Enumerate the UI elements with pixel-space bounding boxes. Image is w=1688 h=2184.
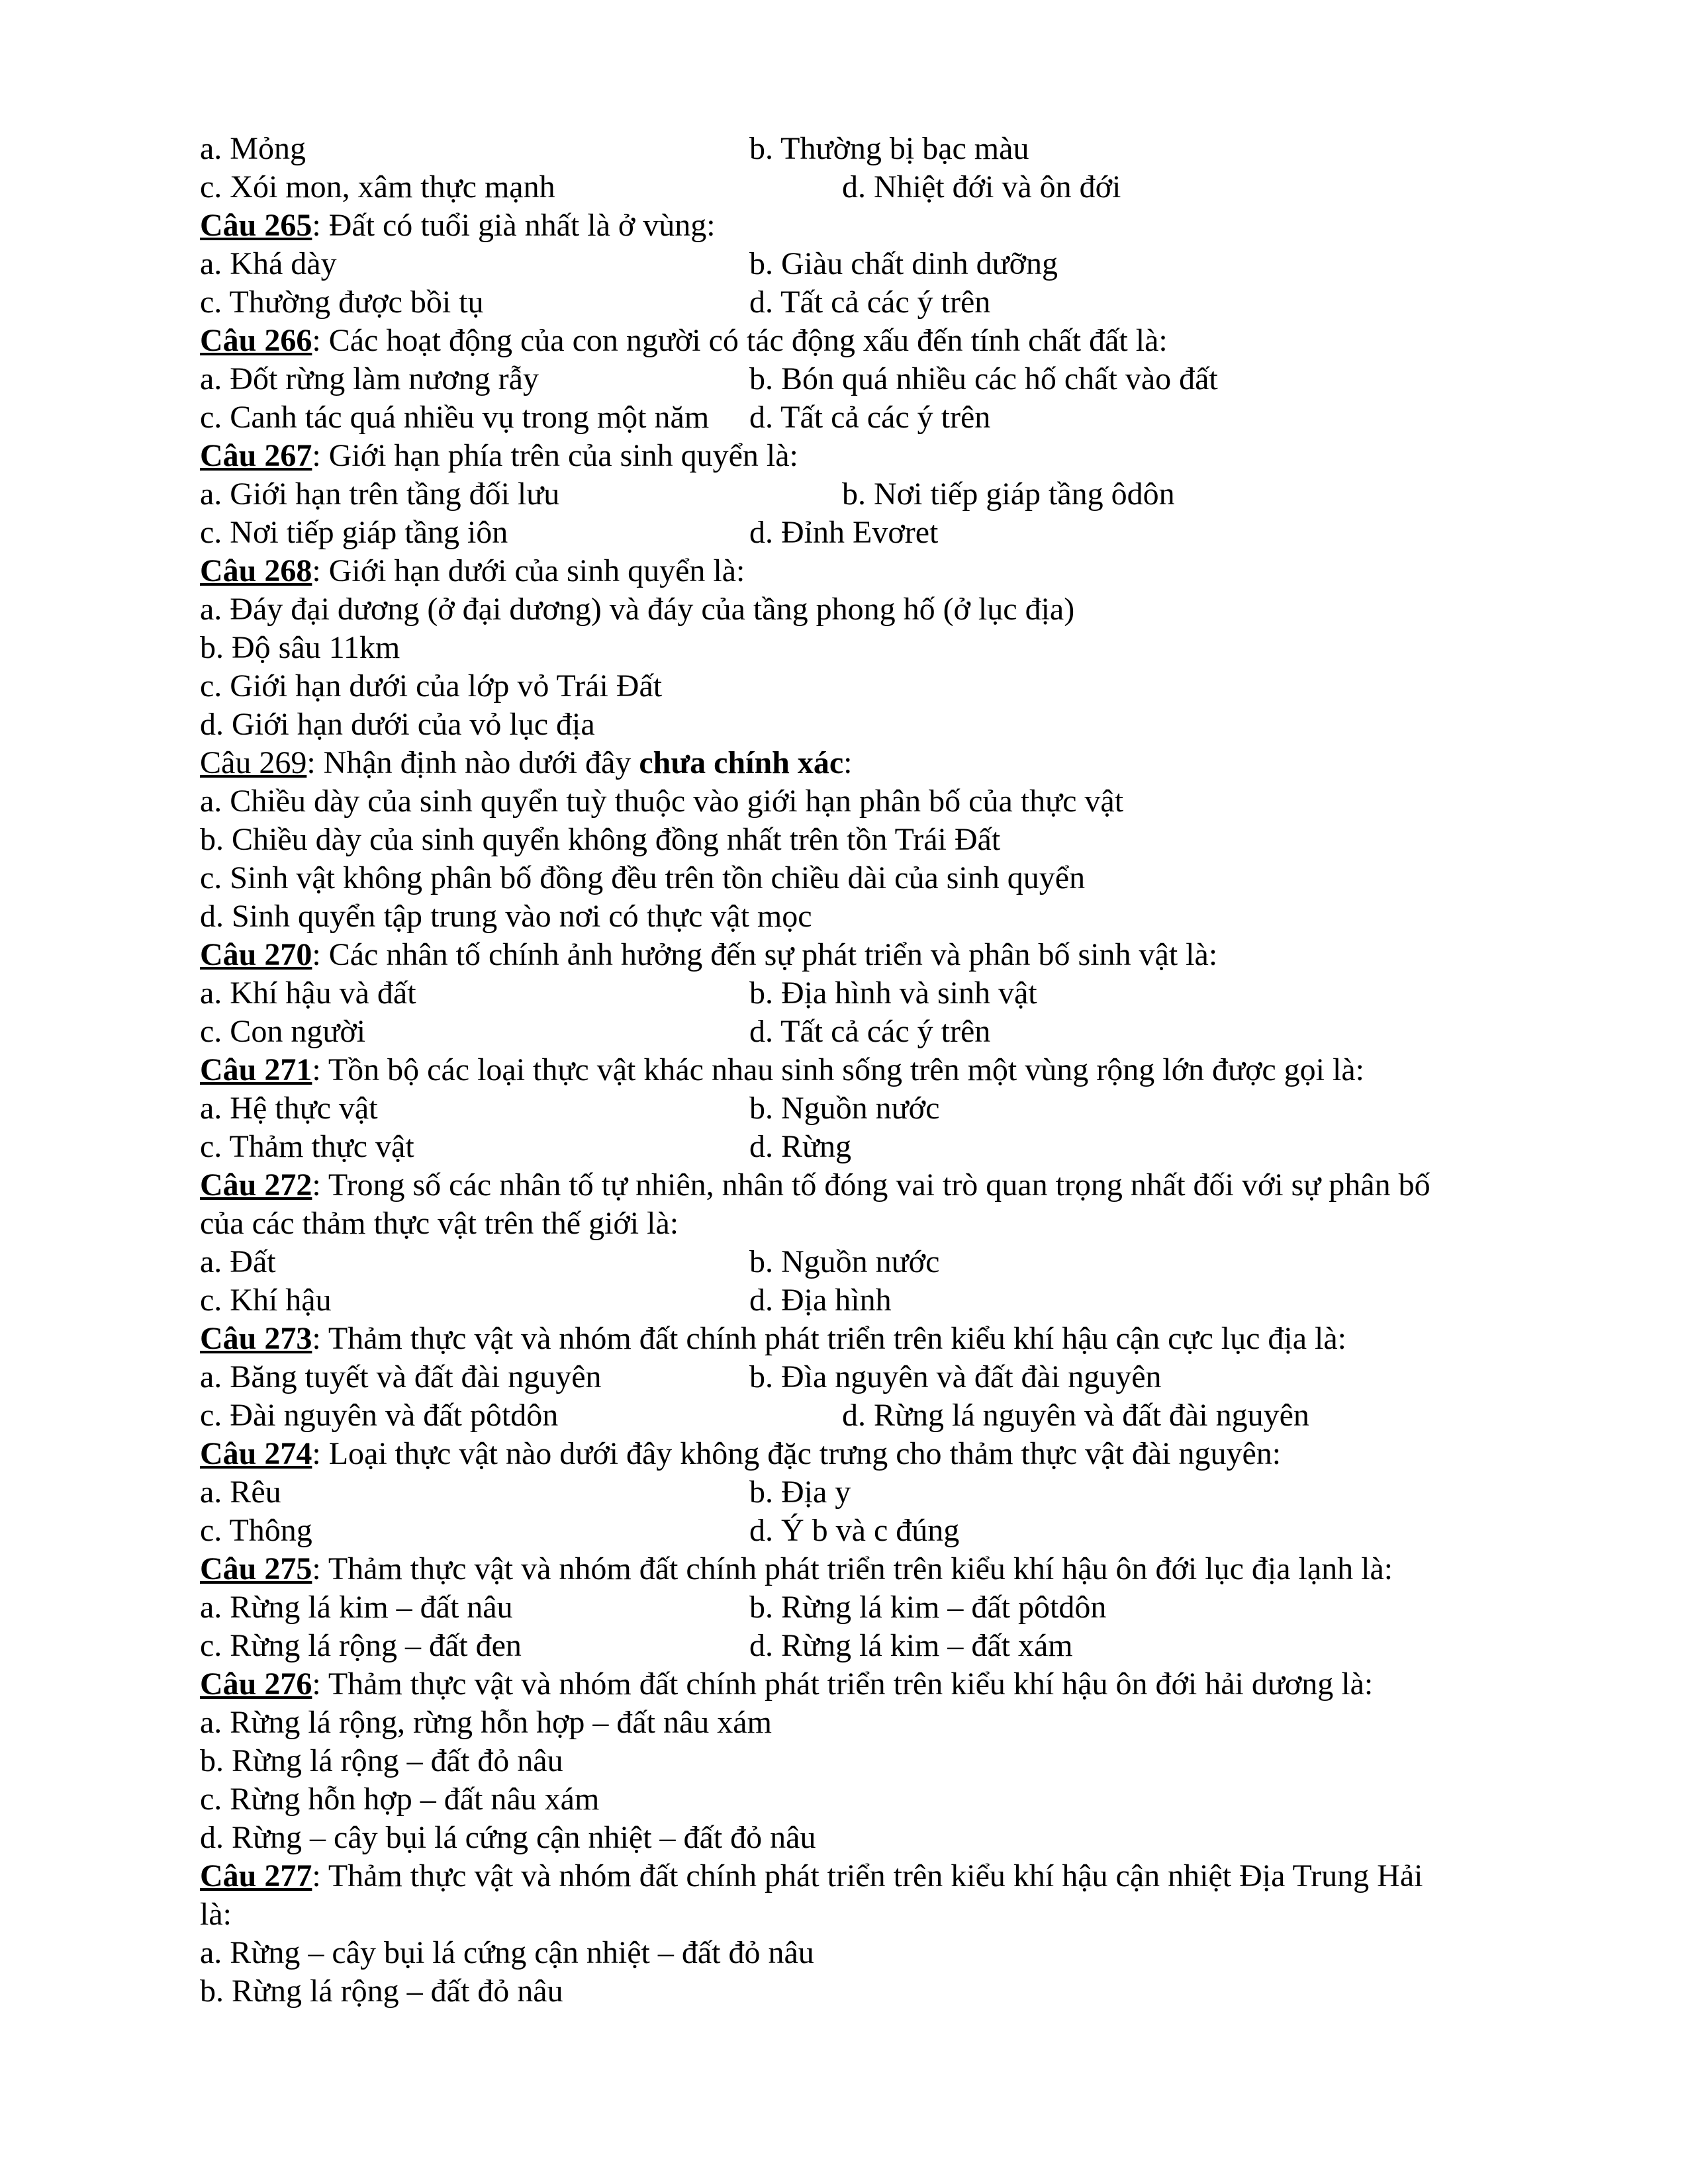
answer-line [200, 859, 1524, 897]
answer-line [200, 1895, 1524, 1934]
answer-option: c. Con người [200, 1014, 366, 1049]
answer-row [200, 1473, 1524, 1512]
answer-line [200, 1780, 1524, 1819]
question-line [200, 936, 1524, 974]
question-number: Câu 268 [200, 553, 312, 588]
question-stem: : Các hoạt động của con người có tác động xấu đến tính chất đất là: [312, 323, 1168, 358]
answer-option: b. Chiều dày của sinh quyển không đồng nhất trên tồn Trái Đất [200, 822, 1001, 857]
answer-option: d. Giới hạn dưới của vỏ lục địa [200, 707, 595, 742]
answer-row [200, 475, 1524, 514]
question-stem: : Thảm thực vật và nhóm đất chính phát triển trên kiểu khí hậu ôn đới lục địa lạnh là: [312, 1551, 1393, 1586]
question-stem: : Thảm thực vật và nhóm đất chính phát triển trên kiểu khí hậu ôn đới hải dương là: [312, 1666, 1374, 1702]
question-number: Câu 275 [200, 1551, 312, 1586]
answer-option: a. Khí hậu và đất [200, 976, 416, 1011]
question-number: Câu 269 [200, 745, 307, 780]
answer-option: a. Rừng lá rộng, rừng hỗn hợp – đất nâu xám [200, 1705, 772, 1740]
answer-line [200, 1934, 1524, 1972]
emphasis-text: chưa chính xác [639, 745, 844, 780]
answer-line [200, 1819, 1524, 1857]
answer-option: b. Rừng lá rộng – đất đỏ nâu [200, 1743, 563, 1778]
question-number: Câu 274 [200, 1436, 312, 1471]
answer-option: b. Đìa nguyên và đất đài nguyên [749, 1359, 1162, 1394]
answer-row [200, 1588, 1524, 1627]
question-stem: : Đất có tuổi già nhất là ở vùng: [312, 208, 716, 243]
answer-row [200, 1243, 1524, 1281]
answer-row [200, 398, 1524, 437]
answer-option: a. Đất [200, 1244, 276, 1279]
question-line [200, 1550, 1524, 1588]
answer-line [200, 1704, 1524, 1742]
question-line [200, 1665, 1524, 1704]
answer-option: d. Đỉnh Evơret [749, 515, 939, 550]
answer-option: b. Rừng lá kim – đất pôtdôn [749, 1590, 1107, 1625]
answer-option: a. Hệ thực vật [200, 1091, 378, 1126]
answer-option: a. Chiều dày của sinh quyển tuỳ thuộc vào giới hạn phân bố của thực vật [200, 784, 1124, 819]
answer-row [200, 974, 1524, 1013]
answer-option: b. Địa hình và sinh vật [749, 976, 1037, 1011]
answer-row [200, 1128, 1524, 1166]
answer-option: d. Sinh quyển tập trung vào nơi có thực vật mọc [200, 899, 812, 934]
answer-line [200, 821, 1524, 859]
answer-option: b. Thường bị bạc màu [749, 131, 1029, 166]
answer-option: a. Mỏng [200, 131, 306, 166]
answer-option: d. Rừng lá nguyên và đất đài nguyên [842, 1398, 1309, 1433]
question-number: Câu 276 [200, 1666, 312, 1702]
answer-option: b. Rừng lá rộng – đất đỏ nâu [200, 1974, 563, 2009]
question-text [200, 1665, 1373, 1704]
question-stem: : Thảm thực vật và nhóm đất chính phát triển trên kiểu khí hậu cận cực lục địa là: [312, 1321, 1347, 1356]
question-stem: : Loại thực vật nào dưới đây không đặc trưng cho thảm thực vật đài nguyên: [312, 1436, 1282, 1471]
answer-row [200, 168, 1524, 206]
answer-row [200, 283, 1524, 322]
answer-option: d. Tất cả các ý trên [749, 285, 991, 320]
answer-option: c. Rừng hỗn hợp – đất nâu xám [200, 1782, 600, 1817]
question-text [200, 1051, 1364, 1089]
answer-row [200, 360, 1524, 398]
question-line [200, 206, 1524, 245]
question-text [200, 206, 716, 245]
answer-option: c. Thảm thực vật [200, 1129, 414, 1164]
answer-row [200, 245, 1524, 283]
answer-option: d. Tất cả các ý trên [749, 400, 991, 435]
question-number: Câu 272 [200, 1167, 312, 1203]
answer-option: b. Nguồn nước [749, 1244, 940, 1279]
question-stem: : Giới hạn phía trên của sinh quyển là: [312, 438, 798, 473]
question-number: Câu 273 [200, 1321, 312, 1356]
answer-option: b. Địa y [749, 1475, 851, 1510]
question-line [200, 1051, 1524, 1089]
answer-option: d. Rừng [749, 1129, 852, 1164]
answer-row [200, 130, 1524, 168]
answer-option: của các thảm thực vật trên thế giới là: [200, 1206, 679, 1241]
answer-option: c. Giới hạn dưới của lớp vỏ Trái Đất [200, 668, 663, 704]
answer-option: a. Khá dày [200, 246, 337, 281]
question-line [200, 744, 1524, 782]
answer-option: b. Nguồn nước [749, 1091, 940, 1126]
question-line [200, 552, 1524, 590]
question-number: Câu 266 [200, 323, 312, 358]
answer-row [200, 1627, 1524, 1665]
answer-line [200, 1972, 1524, 2011]
question-line [200, 1320, 1524, 1358]
answer-line [200, 897, 1524, 936]
answer-option: a. Rừng – cây bụi lá cứng cận nhiệt – đất đỏ nâu [200, 1935, 814, 1970]
document-page [200, 130, 1524, 2011]
answer-line [200, 782, 1524, 821]
question-text [200, 936, 1217, 974]
answer-option: d. Tất cả các ý trên [749, 1014, 991, 1049]
answer-row [200, 1512, 1524, 1550]
answer-line [200, 667, 1524, 705]
answer-option: a. Giới hạn trên tầng đối lưu [200, 477, 560, 512]
answer-row [200, 514, 1524, 552]
question-number: Câu 277 [200, 1858, 312, 1893]
question-stem: : Thảm thực vật và nhóm đất chính phát triển trên kiểu khí hậu cận nhiệt Địa Trung Hải [312, 1858, 1423, 1893]
answer-option: c. Nơi tiếp giáp tầng iôn [200, 515, 508, 550]
question-tail: : [843, 745, 853, 780]
answer-option: a. Băng tuyết và đất đài nguyên [200, 1359, 602, 1394]
question-stem: : Nhận định nào dưới đây [306, 745, 639, 780]
answer-option: a. Đáy đại dương (ở đại dương) và đáy của tầng phong hố (ở lục địa) [200, 592, 1075, 627]
answer-option: d. Nhiệt đới và ôn đới [842, 169, 1121, 205]
answer-option: d. Rừng lá kim – đất xám [749, 1628, 1073, 1663]
question-number: Câu 267 [200, 438, 312, 473]
question-text [200, 1550, 1393, 1588]
answer-option: c. Canh tác quá nhiều vụ trong một năm [200, 400, 710, 435]
question-number: Câu 265 [200, 208, 312, 243]
answer-line [200, 629, 1524, 667]
question-text [200, 1435, 1281, 1473]
answer-line [200, 705, 1524, 744]
question-stem: : Giới hạn dưới của sinh quyển là: [312, 553, 745, 588]
question-text [200, 1857, 1423, 1895]
question-line [200, 1435, 1524, 1473]
question-text [200, 322, 1168, 360]
answer-option: a. Đốt rừng làm nương rẫy [200, 361, 539, 396]
answer-option: c. Sinh vật không phân bố đồng đều trên tồn chiều dài của sinh quyển [200, 860, 1086, 895]
question-line [200, 437, 1524, 475]
answer-option: d. Địa hình [749, 1283, 892, 1318]
answer-row [200, 1358, 1524, 1396]
answer-option: c. Xói mon, xâm thực mạnh [200, 169, 555, 205]
answer-option: b. Độ sâu 11km [200, 630, 400, 665]
answer-row [200, 1281, 1524, 1320]
answer-row [200, 1396, 1524, 1435]
question-text [200, 1166, 1430, 1205]
answer-line [200, 1205, 1524, 1243]
question-text [200, 437, 798, 475]
question-number: Câu 271 [200, 1052, 312, 1087]
answer-option: b. Bón quá nhiều các hố chất vào đất [749, 361, 1218, 396]
question-stem: : Các nhân tố chính ảnh hưởng đến sự phát triển và phân bố sinh vật là: [312, 937, 1218, 972]
answer-option: a. Rừng lá kim – đất nâu [200, 1590, 513, 1625]
question-line [200, 1166, 1524, 1205]
answer-option: d. Rừng – cây bụi lá cứng cận nhiệt – đất đỏ nâu [200, 1820, 816, 1855]
question-text [200, 552, 745, 590]
answer-option: c. Đài nguyên và đất pôtdôn [200, 1398, 559, 1433]
answer-line [200, 590, 1524, 629]
answer-option: c. Thông [200, 1513, 312, 1548]
question-number: Câu 270 [200, 937, 312, 972]
answer-row [200, 1089, 1524, 1128]
answer-line [200, 1742, 1524, 1780]
question-text [200, 744, 853, 782]
answer-option: c. Rừng lá rộng – đất đen [200, 1628, 522, 1663]
question-text [200, 1320, 1346, 1358]
answer-row [200, 1013, 1524, 1051]
question-stem: : Tồn bộ các loại thực vật khác nhau sinh sống trên một vùng rộng lớn được gọi là: [312, 1052, 1364, 1087]
answer-option: a. Rêu [200, 1475, 281, 1510]
answer-option: c. Thường được bồi tụ [200, 285, 484, 320]
question-line [200, 322, 1524, 360]
answer-option: b. Nơi tiếp giáp tầng ôdôn [842, 477, 1175, 512]
question-line [200, 1857, 1524, 1895]
answer-option: là: [200, 1897, 232, 1932]
question-stem: : Trong số các nhân tố tự nhiên, nhân tố đóng vai trò quan trọng nhất đối với sự phân bố [312, 1167, 1430, 1203]
answer-option: b. Giàu chất dinh dưỡng [749, 246, 1058, 281]
answer-option: c. Khí hậu [200, 1283, 332, 1318]
answer-option: d. Ý b và c đúng [749, 1513, 960, 1548]
